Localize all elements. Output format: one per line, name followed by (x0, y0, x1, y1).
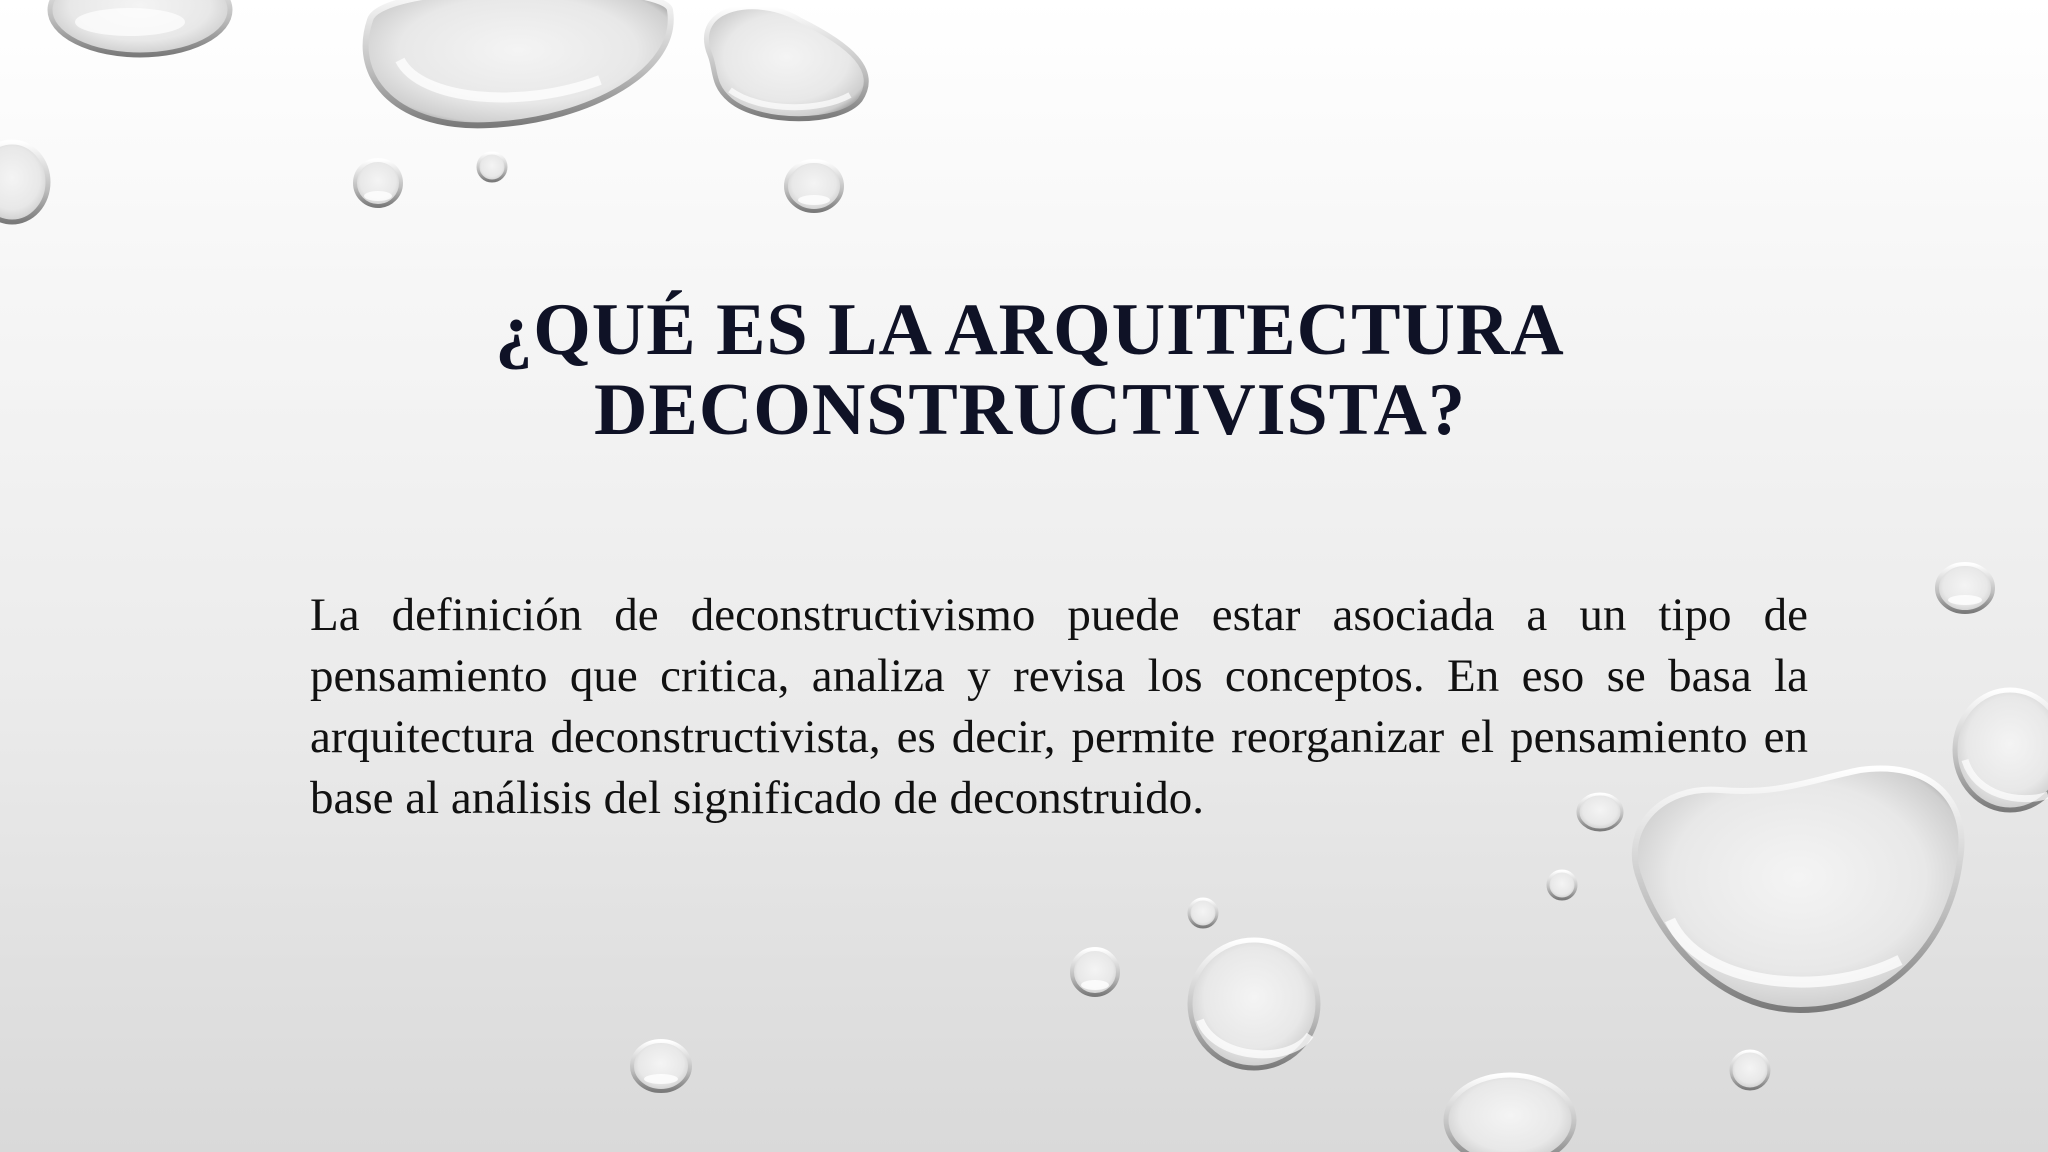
droplet-left-edge (0, 142, 48, 222)
droplet-tiny-1 (1548, 871, 1576, 899)
droplet-bottom-small-2 (632, 1041, 690, 1091)
droplet-top-large (366, 0, 671, 125)
droplet-bottom-medium (1190, 940, 1318, 1068)
droplet-right-small (1937, 564, 1993, 612)
slide-title-line-2: DECONSTRUCTIVISTA? (594, 369, 1466, 451)
droplet-tiny-2 (1189, 899, 1217, 927)
droplet-bottom-right (1446, 1075, 1574, 1152)
droplet-bottom-small-1 (1072, 949, 1118, 995)
droplet-bottom-tiny (1731, 1051, 1769, 1089)
droplet-top-left-small (50, 0, 230, 55)
droplet-right-edge (1955, 690, 2048, 810)
slide-title-line-1: ¿QUÉ ES LA ARQUITECTURA (495, 289, 1565, 371)
droplet-small-3 (786, 161, 842, 211)
slide-title (380, 290, 1680, 450)
droplet-small-2 (478, 153, 506, 181)
slide-body-text: La definición de deconstructivismo puede estar asociada a un tipo de pensamiento que critica, analiza y revisa los conceptos. En eso se basa la arquitectura deconstructivista, es decir, permite reorganizar el pensamiento en base al análisis del significado de deconstruido. (310, 589, 1808, 824)
droplet-small-1 (355, 160, 401, 206)
droplet-top-medium (706, 7, 866, 119)
